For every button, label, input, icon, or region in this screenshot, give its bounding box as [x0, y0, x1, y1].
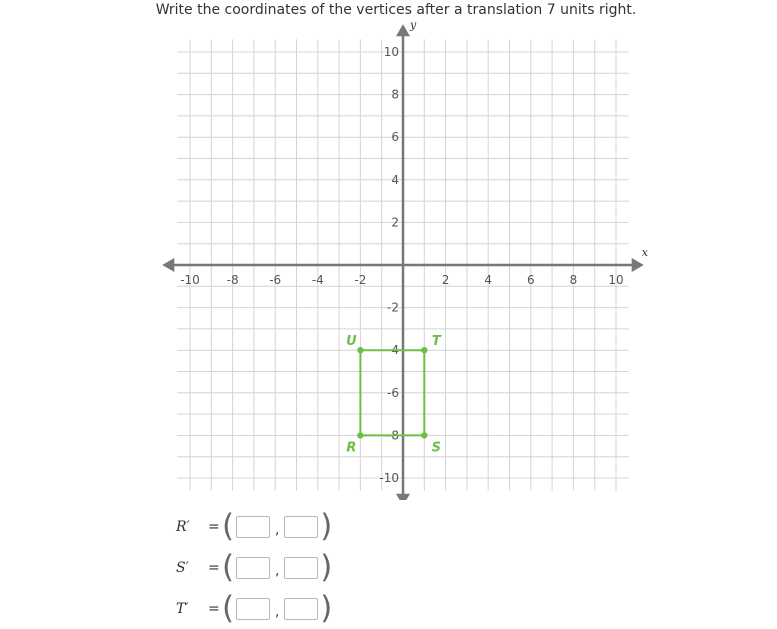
comma: , [275, 564, 280, 579]
equals-sign: = [208, 518, 220, 535]
x-axis-arrow-left-icon [162, 258, 174, 272]
answer-section [176, 506, 332, 629]
answer-row-s [176, 547, 332, 588]
open-paren: ( [222, 508, 235, 544]
close-paren: ) [320, 549, 333, 585]
x-axis-arrow-right-icon [632, 258, 644, 272]
comma: , [275, 605, 280, 620]
y-tick-label: 2 [391, 215, 399, 230]
close-paren: ) [320, 590, 333, 626]
vertex-point-r [357, 432, 363, 438]
r-x-input[interactable] [236, 516, 270, 538]
vertex-point-s [421, 432, 427, 438]
equals-sign: = [208, 559, 220, 576]
vertex-point-u [357, 347, 363, 353]
y-tick-label: 6 [391, 130, 399, 145]
x-tick-label: -10 [180, 273, 200, 287]
r-y-input[interactable] [284, 516, 318, 538]
answer-row-r [176, 506, 332, 547]
vertex-label-s: S [431, 440, 441, 456]
s-x-input[interactable] [236, 557, 270, 579]
y-tick-label: -2 [387, 300, 399, 315]
s-y-input[interactable] [284, 557, 318, 579]
vertex-point-t [421, 347, 427, 353]
x-tick-label: -6 [269, 273, 282, 287]
y-tick-label: -6 [387, 385, 399, 400]
equals-sign: = [208, 600, 220, 617]
y-tick-label: 8 [391, 87, 399, 102]
y-axis-label: y [410, 18, 417, 32]
y-axis-arrow-up-icon [396, 24, 410, 36]
y-axis-arrow-down-icon [396, 494, 410, 500]
open-paren: ( [222, 549, 235, 585]
y-tick-label: -8 [387, 428, 399, 443]
x-axis-label: x [641, 246, 648, 259]
x-tick-label: 6 [526, 273, 535, 287]
answer-row-t [176, 588, 332, 629]
vertex-label-t: T [431, 334, 441, 350]
x-tick-label: -8 [226, 273, 239, 287]
y-tick-label: -10 [379, 471, 399, 485]
y-tick-label: 4 [391, 172, 399, 187]
answer-label-r: R′ [176, 518, 190, 535]
x-tick-label: 4 [484, 273, 493, 287]
vertex-label-r: R [346, 440, 357, 456]
x-tick-label: 8 [569, 273, 578, 287]
y-tick-label: -4 [387, 343, 399, 358]
answer-label-t: T′ [176, 600, 189, 617]
vertex-label-u: U [346, 334, 357, 350]
open-paren: ( [222, 590, 235, 626]
question-text: Write the coordinates of the vertices after a translation 7 units right. [155, 2, 637, 18]
close-paren: ) [320, 508, 333, 544]
t-y-input[interactable] [284, 598, 318, 620]
comma: , [275, 523, 280, 538]
x-tick-label: 10 [608, 273, 624, 287]
x-tick-label: -4 [311, 273, 324, 287]
x-tick-label: 2 [441, 273, 450, 287]
answer-label-s: S′ [176, 559, 189, 576]
x-tick-label: -2 [354, 273, 367, 287]
t-x-input[interactable] [236, 598, 270, 620]
y-tick-label: 10 [383, 45, 399, 59]
